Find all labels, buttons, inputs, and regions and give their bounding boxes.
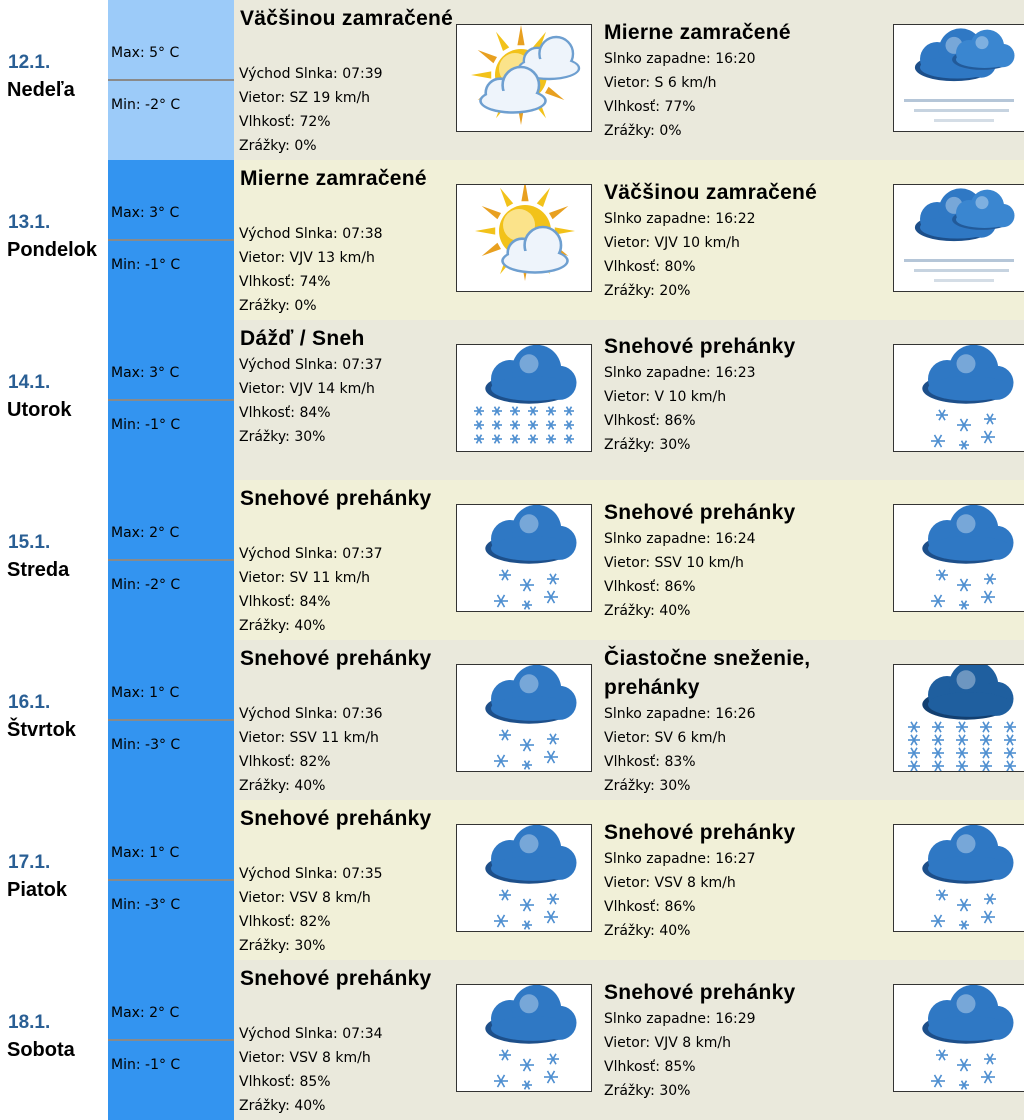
sunrise-line (239, 62, 383, 86)
sunset-value: 16:29 (715, 1011, 756, 1027)
humidity-label: Vlhkosť: (239, 114, 300, 130)
temp-divider (108, 1039, 234, 1041)
temp-max (111, 365, 179, 381)
precip-line (604, 119, 756, 143)
humidity-value: 86% (664, 899, 696, 915)
wind-label: Vietor: (239, 90, 290, 106)
snow-showers-icon (893, 984, 1024, 1092)
weekday-label: Sobota (7, 1039, 75, 1061)
temp-divider (108, 559, 234, 561)
temp-divider (108, 719, 234, 721)
humidity-line (604, 895, 756, 919)
humidity-value: 74% (299, 274, 331, 290)
temp-divider (108, 879, 234, 881)
snow-showers-icon (456, 504, 592, 612)
day-condition: Snehové prehánky (240, 647, 432, 670)
precip-line (239, 1094, 383, 1118)
wind-label: Vietor: (239, 570, 290, 586)
precip-value: 30% (659, 778, 691, 794)
humidity-value: 83% (664, 754, 696, 770)
humidity-label: Vlhkosť: (604, 899, 665, 915)
sunrise-line (239, 353, 383, 377)
precip-line (604, 774, 756, 798)
forecast-row (0, 960, 1024, 1120)
max-prefix: Max: (111, 45, 150, 61)
temp-max-value: 2° C (149, 1005, 180, 1021)
sunrise-label: Východ Slnka: (239, 866, 343, 882)
day-details (239, 222, 383, 318)
min-prefix: Min: (111, 257, 146, 273)
sunrise-label: Východ Slnka: (239, 546, 343, 562)
humidity-label: Vlhkosť: (604, 99, 665, 115)
precip-line (239, 934, 383, 958)
temperature-cell (108, 0, 234, 160)
night-details (604, 1007, 756, 1103)
min-prefix: Min: (111, 737, 146, 753)
night-condition: Snehové prehánky (604, 821, 796, 844)
humidity-line (604, 409, 756, 433)
humidity-label: Vlhkosť: (604, 579, 665, 595)
sunrise-line (239, 862, 383, 886)
wind-line (604, 385, 756, 409)
humidity-label: Vlhkosť: (239, 914, 300, 930)
sunset-line (604, 527, 756, 551)
wind-label: Vietor: (239, 890, 290, 906)
humidity-value: 84% (299, 405, 331, 421)
forecast-row (0, 0, 1024, 160)
temp-min-value: -1° C (145, 417, 181, 433)
humidity-line (604, 750, 756, 774)
temp-min-value: -3° C (145, 897, 181, 913)
wind-line (604, 231, 756, 255)
sun-cloud-icon (456, 184, 592, 292)
wind-label: Vietor: (239, 1050, 290, 1066)
humidity-value: 86% (664, 579, 696, 595)
humidity-label: Vlhkosť: (604, 413, 665, 429)
precip-value: 40% (294, 778, 326, 794)
sunset-line (604, 1007, 756, 1031)
weekday-label: Piatok (7, 879, 68, 901)
humidity-line (239, 750, 383, 774)
wind-value: SSV 11 km/h (289, 730, 379, 746)
temp-max-value: 3° C (149, 365, 180, 381)
humidity-label: Vlhkosť: (604, 259, 665, 275)
wind-line (604, 726, 756, 750)
precip-line (239, 614, 383, 638)
wind-line (239, 246, 383, 270)
date-cell (0, 960, 108, 1120)
precip-value: 30% (294, 938, 326, 954)
wind-label: Vietor: (239, 381, 290, 397)
precip-label: Zrážky: (604, 923, 660, 939)
precip-value: 40% (659, 923, 691, 939)
humidity-label: Vlhkosť: (239, 274, 300, 290)
precip-line (604, 433, 756, 457)
wind-value: VSV 8 km/h (289, 1050, 371, 1066)
temperature-cell (108, 960, 234, 1120)
humidity-value: 85% (664, 1059, 696, 1075)
min-prefix: Min: (111, 1057, 146, 1073)
precip-label: Zrážky: (604, 603, 660, 619)
temp-max-value: 2° C (149, 525, 180, 541)
night-condition: Väčšinou zamračené (604, 181, 818, 204)
wind-label: Vietor: (239, 250, 290, 266)
temp-min (111, 897, 180, 913)
sunrise-value: 07:37 (342, 546, 383, 562)
precip-line (239, 134, 383, 158)
date-cell (0, 0, 108, 160)
precip-label: Zrážky: (604, 437, 660, 453)
precip-value: 30% (294, 429, 326, 445)
humidity-label: Vlhkosť: (239, 594, 300, 610)
day-condition: Väčšinou zamračené (240, 7, 454, 30)
humidity-value: 86% (664, 413, 696, 429)
wind-value: S 6 km/h (654, 75, 717, 91)
humidity-value: 82% (299, 914, 331, 930)
day-details (239, 702, 383, 798)
sunset-label: Slnko zapadne: (604, 706, 716, 722)
min-prefix: Min: (111, 897, 146, 913)
wind-line (239, 1046, 383, 1070)
wind-label: Vietor: (604, 1035, 655, 1051)
humidity-line (239, 910, 383, 934)
sunrise-value: 07:39 (342, 66, 383, 82)
precip-value: 30% (659, 437, 691, 453)
forecast-row (0, 480, 1024, 640)
sunset-value: 16:23 (715, 365, 756, 381)
max-prefix: Max: (111, 845, 150, 861)
date-label: 18.1. (8, 1012, 51, 1033)
wind-value: SV 6 km/h (654, 730, 727, 746)
humidity-value: 82% (299, 754, 331, 770)
wind-label: Vietor: (604, 555, 655, 571)
day-details (239, 353, 383, 449)
sunset-label: Slnko zapadne: (604, 211, 716, 227)
sunrise-value: 07:36 (342, 706, 383, 722)
night-condition: Snehové prehánky (604, 501, 796, 524)
weekday-label: Nedeľa (7, 79, 75, 101)
cloudy-fog-icon (893, 24, 1024, 132)
humidity-label: Vlhkosť: (239, 1074, 300, 1090)
min-prefix: Min: (111, 97, 146, 113)
sunset-value: 16:26 (715, 706, 756, 722)
precip-value: 0% (294, 298, 317, 314)
sunset-line (604, 207, 756, 231)
night-condition: Snehové prehánky (604, 335, 796, 358)
sunrise-label: Východ Slnka: (239, 357, 343, 373)
humidity-value: 72% (299, 114, 331, 130)
humidity-label: Vlhkosť: (604, 1059, 665, 1075)
snow-showers-icon (893, 504, 1024, 612)
temp-min-value: -1° C (145, 1057, 181, 1073)
precip-label: Zrážky: (239, 778, 295, 794)
sunrise-label: Východ Slnka: (239, 706, 343, 722)
temperature-cell (108, 640, 234, 800)
wind-value: VJV 13 km/h (289, 250, 375, 266)
forecast-row (0, 320, 1024, 480)
cloudy-fog-icon (893, 184, 1024, 292)
humidity-line (239, 401, 383, 425)
temp-divider (108, 239, 234, 241)
temp-max (111, 45, 179, 61)
day-condition: Mierne zamračené (240, 167, 427, 190)
sunrise-line (239, 542, 383, 566)
precip-line (604, 919, 756, 943)
temp-max-value: 5° C (149, 45, 180, 61)
sunset-label: Slnko zapadne: (604, 365, 716, 381)
wind-line (239, 377, 383, 401)
temp-divider (108, 399, 234, 401)
date-label: 17.1. (8, 852, 51, 873)
precip-line (239, 774, 383, 798)
precip-value: 40% (659, 603, 691, 619)
precip-line (239, 425, 383, 449)
weekday-label: Streda (7, 559, 70, 581)
max-prefix: Max: (111, 685, 150, 701)
wind-label: Vietor: (604, 389, 655, 405)
precip-label: Zrážky: (604, 123, 660, 139)
snow-showers-icon (456, 984, 592, 1092)
forecast-row (0, 160, 1024, 320)
partly-cloudy-icon (456, 24, 592, 132)
temp-min-value: -2° C (145, 97, 181, 113)
date-cell (0, 320, 108, 480)
humidity-value: 84% (299, 594, 331, 610)
temp-min-value: -2° C (145, 577, 181, 593)
precip-label: Zrážky: (604, 283, 660, 299)
day-details (239, 1022, 383, 1118)
temp-min (111, 737, 180, 753)
weekday-label: Štvrtok (7, 719, 76, 741)
wind-line (239, 726, 383, 750)
humidity-line (239, 270, 383, 294)
precip-line (604, 1079, 756, 1103)
precip-value: 40% (294, 1098, 326, 1114)
sunrise-value: 07:34 (342, 1026, 383, 1042)
min-prefix: Min: (111, 577, 146, 593)
wind-value: SZ 19 km/h (289, 90, 371, 106)
day-condition: Dážď / Sneh (240, 327, 365, 350)
date-cell (0, 480, 108, 640)
snow-showers-icon (456, 824, 592, 932)
temp-max (111, 685, 179, 701)
wind-value: VSV 8 km/h (654, 875, 736, 891)
wind-value: SV 11 km/h (289, 570, 371, 586)
precip-label: Zrážky: (239, 138, 295, 154)
temp-min-value: -1° C (145, 257, 181, 273)
temp-max (111, 525, 179, 541)
date-cell (0, 800, 108, 960)
sunrise-label: Východ Slnka: (239, 1026, 343, 1042)
night-condition: Čiastočne sneženie, prehánky (604, 647, 811, 699)
temp-max-value: 1° C (149, 685, 180, 701)
sunrise-value: 07:35 (342, 866, 383, 882)
temperature-cell (108, 160, 234, 320)
temp-max (111, 205, 179, 221)
date-cell (0, 640, 108, 800)
sunrise-value: 07:37 (342, 357, 383, 373)
precip-line (604, 279, 756, 303)
temp-min (111, 417, 180, 433)
day-condition: Snehové prehánky (240, 807, 432, 830)
precip-label: Zrážky: (239, 1098, 295, 1114)
max-prefix: Max: (111, 365, 150, 381)
sunset-value: 16:24 (715, 531, 756, 547)
precip-label: Zrážky: (239, 298, 295, 314)
sunset-value: 16:20 (715, 51, 756, 67)
night-details (604, 47, 756, 143)
forecast-row (0, 640, 1024, 800)
day-details (239, 62, 383, 158)
sunset-line (604, 847, 756, 871)
wind-value: VSV 8 km/h (289, 890, 371, 906)
sunset-label: Slnko zapadne: (604, 51, 716, 67)
humidity-label: Vlhkosť: (604, 754, 665, 770)
sunset-value: 16:22 (715, 211, 756, 227)
day-condition: Snehové prehánky (240, 967, 432, 990)
wind-label: Vietor: (604, 730, 655, 746)
humidity-value: 80% (664, 259, 696, 275)
night-condition: Mierne zamračené (604, 21, 791, 44)
wind-line (239, 886, 383, 910)
night-condition: Snehové prehánky (604, 981, 796, 1004)
day-details (239, 862, 383, 958)
humidity-line (604, 575, 756, 599)
night-details (604, 527, 756, 623)
precip-value: 40% (294, 618, 326, 634)
sunset-label: Slnko zapadne: (604, 851, 716, 867)
night-details (604, 847, 756, 943)
sunrise-line (239, 702, 383, 726)
humidity-line (239, 110, 383, 134)
humidity-line (604, 1055, 756, 1079)
date-label: 15.1. (8, 532, 51, 553)
sunset-line (604, 361, 756, 385)
sunset-label: Slnko zapadne: (604, 1011, 716, 1027)
sunset-value: 16:27 (715, 851, 756, 867)
temp-min (111, 1057, 180, 1073)
humidity-label: Vlhkosť: (239, 405, 300, 421)
precip-label: Zrážky: (239, 938, 295, 954)
night-details (604, 207, 756, 303)
sunrise-line (239, 1022, 383, 1046)
precip-label: Zrážky: (604, 778, 660, 794)
sunset-line (604, 702, 756, 726)
humidity-line (604, 255, 756, 279)
humidity-line (604, 95, 756, 119)
temperature-cell (108, 320, 234, 480)
precip-value: 0% (294, 138, 317, 154)
temp-min (111, 257, 180, 273)
humidity-label: Vlhkosť: (239, 754, 300, 770)
wind-line (604, 1031, 756, 1055)
date-label: 16.1. (8, 692, 51, 713)
date-cell (0, 160, 108, 320)
temp-divider (108, 79, 234, 81)
sunrise-value: 07:38 (342, 226, 383, 242)
forecast-row (0, 800, 1024, 960)
wind-label: Vietor: (604, 875, 655, 891)
wind-label: Vietor: (604, 235, 655, 251)
precip-label: Zrážky: (239, 429, 295, 445)
wind-line (239, 86, 383, 110)
wind-value: VJV 8 km/h (654, 1035, 731, 1051)
humidity-value: 85% (299, 1074, 331, 1090)
temp-max-value: 1° C (149, 845, 180, 861)
snow-showers-icon (893, 824, 1024, 932)
wind-line (604, 551, 756, 575)
precip-value: 20% (659, 283, 691, 299)
max-prefix: Max: (111, 205, 150, 221)
precip-value: 30% (659, 1083, 691, 1099)
wind-label: Vietor: (604, 75, 655, 91)
humidity-value: 77% (664, 99, 696, 115)
day-condition: Snehové prehánky (240, 487, 432, 510)
day-details (239, 542, 383, 638)
precip-value: 0% (659, 123, 682, 139)
date-label: 14.1. (8, 372, 51, 393)
wind-line (239, 566, 383, 590)
precip-line (604, 599, 756, 623)
temperature-cell (108, 480, 234, 640)
precip-line (239, 294, 383, 318)
heavy-snow-icon (893, 664, 1024, 772)
max-prefix: Max: (111, 1005, 150, 1021)
snow-showers-icon (456, 664, 592, 772)
weekday-label: Pondelok (7, 239, 98, 261)
temp-min (111, 97, 180, 113)
temp-max (111, 845, 179, 861)
humidity-line (239, 1070, 383, 1094)
date-label: 13.1. (8, 212, 51, 233)
wind-value: SSV 10 km/h (654, 555, 744, 571)
sunset-line (604, 47, 756, 71)
weekday-label: Utorok (7, 399, 72, 421)
wind-value: VJV 10 km/h (654, 235, 740, 251)
sunset-label: Slnko zapadne: (604, 531, 716, 547)
temp-max (111, 1005, 179, 1021)
wind-value: V 10 km/h (654, 389, 727, 405)
wind-line (604, 871, 756, 895)
temp-min-value: -3° C (145, 737, 181, 753)
sunrise-label: Východ Slnka: (239, 226, 343, 242)
wind-line (604, 71, 756, 95)
wind-value: VJV 14 km/h (289, 381, 375, 397)
temperature-cell (108, 800, 234, 960)
date-label: 12.1. (8, 52, 51, 73)
temp-max-value: 3° C (149, 205, 180, 221)
min-prefix: Min: (111, 417, 146, 433)
max-prefix: Max: (111, 525, 150, 541)
snow-showers-icon (893, 344, 1024, 452)
night-details (604, 702, 756, 798)
temp-min (111, 577, 180, 593)
precip-label: Zrážky: (239, 618, 295, 634)
sunrise-label: Východ Slnka: (239, 66, 343, 82)
precip-label: Zrážky: (604, 1083, 660, 1099)
wind-label: Vietor: (239, 730, 290, 746)
sunrise-line (239, 222, 383, 246)
night-details (604, 361, 756, 457)
humidity-line (239, 590, 383, 614)
rain-snow-icon (456, 344, 592, 452)
